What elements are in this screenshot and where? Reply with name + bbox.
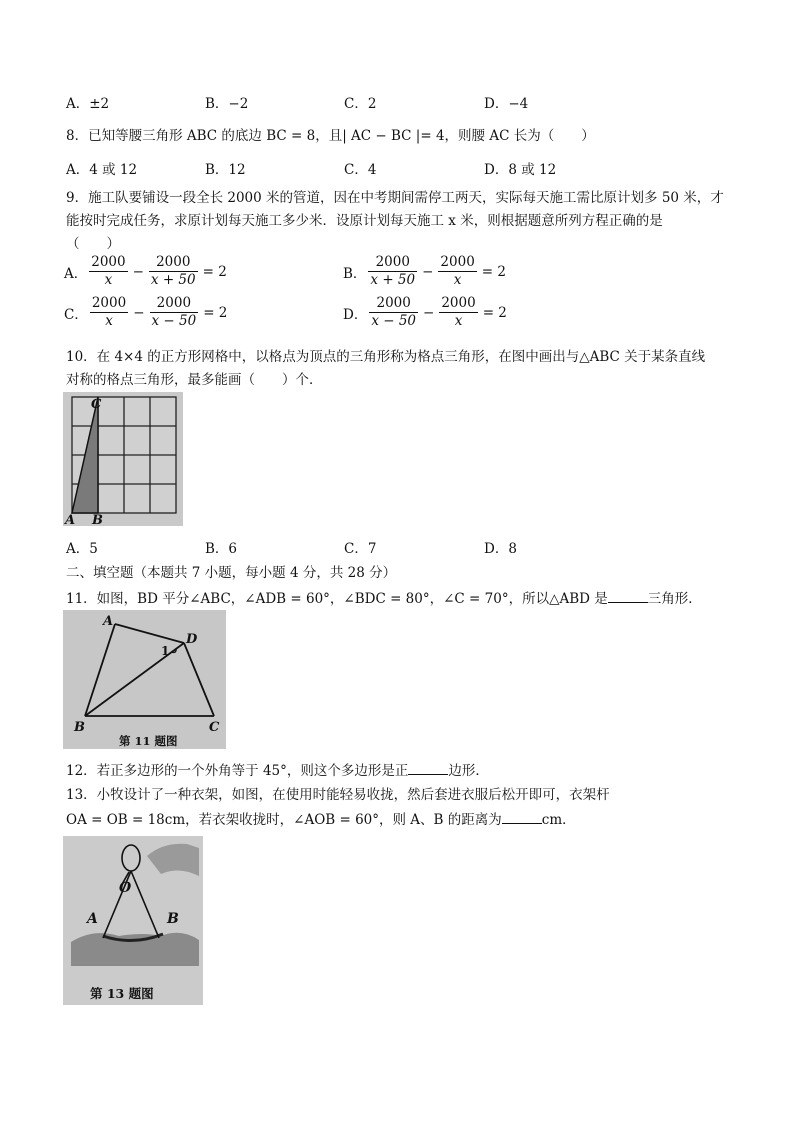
- numerator: 2000: [441, 295, 476, 311]
- figure-background: [63, 610, 226, 749]
- minus-sign: −: [132, 263, 144, 280]
- q9-line2: 能按时完成任务，求原计划每天施工多少米．设原计划每天施工 x 米，则根据题意所列方程正确的是: [66, 213, 663, 229]
- figure-caption: 第 13 题图: [90, 986, 154, 1001]
- label-d: D: [186, 632, 198, 647]
- q8-option-d: D．8 或 12: [484, 162, 557, 178]
- rhs: = 2: [481, 263, 506, 280]
- q12-text-suffix: 边形．: [448, 763, 489, 779]
- fraction: [90, 295, 128, 330]
- numerator: 2000: [369, 295, 418, 313]
- q9-paren: （ ）: [66, 236, 120, 252]
- fraction: [438, 254, 476, 289]
- denominator: x: [454, 313, 463, 329]
- q7-option-d: D．−4: [484, 96, 529, 112]
- rhs: = 2: [202, 263, 227, 280]
- q11-text-main: 11．如图，BD 平分∠ABC，∠ADB = 60°，∠BDC = 80°，∠C = 70°，所以△ABD 是: [66, 591, 608, 607]
- minus-sign: −: [133, 304, 145, 321]
- q13-line2: [66, 808, 576, 828]
- q13-text-suffix: cm．: [541, 812, 576, 828]
- denominator: x: [105, 313, 113, 329]
- label-c: C: [209, 720, 220, 735]
- numerator: 2000: [368, 254, 417, 272]
- option-label: C．: [64, 306, 88, 323]
- label-c: C: [91, 397, 102, 412]
- label-a: A: [65, 513, 76, 526]
- q11-figure: [63, 610, 226, 749]
- q9-line1: 9．施工队要铺设一段全长 2000 米的管道，因在中考期间需停工两天，实际每天施工需比原计划多 50 米，才: [66, 190, 724, 206]
- q10-line1: 10．在 4×4 的正方形网格中，以格点为顶点的三角形称为格点三角形，在图中画出与△ABC 关于某条直线: [66, 349, 706, 365]
- garment-shape: [71, 933, 199, 966]
- denominator: x + 50: [370, 272, 416, 288]
- q7-option-c: C．2: [344, 96, 377, 112]
- q8-option-b: B．12: [205, 162, 246, 178]
- q12-text: [66, 759, 489, 779]
- q10-option-d: D．8: [484, 541, 517, 557]
- q8-option-c: C．4: [344, 162, 377, 178]
- rhs: = 2: [203, 304, 228, 321]
- label-b: B: [74, 720, 85, 735]
- q10-option-b: B．6: [205, 541, 238, 557]
- numerator: 2000: [91, 295, 127, 311]
- label-o: O: [119, 880, 132, 896]
- q13-line1: 13．小牧设计了一种衣架，如图，在使用时能轻易收拢，然后套进衣服后松开即可，衣架杆: [66, 787, 610, 803]
- rhs: = 2: [482, 304, 507, 321]
- label-1: 1: [161, 644, 170, 658]
- numerator: 2000: [440, 254, 475, 270]
- denominator: x − 50: [371, 313, 417, 329]
- q12-text-main: 12．若正多边形的一个外角等于 45°，则这个多边形是正: [66, 763, 409, 779]
- denominator: x − 50: [151, 313, 197, 329]
- fraction: [368, 254, 417, 289]
- label-b: B: [167, 911, 179, 927]
- q10-grid-figure: [63, 392, 183, 526]
- figure-caption: 第 11 题图: [119, 734, 178, 748]
- q10-option-a: A．5: [66, 541, 98, 557]
- q13-text-main: OA = OB = 18cm，若衣架收拢时，∠AOB = 60°，则 A、B 的距离为: [66, 812, 502, 828]
- q9-option-a: [64, 254, 230, 289]
- numerator: 2000: [91, 254, 126, 270]
- q8-text: 8．已知等腰三角形 ABC 的底边 BC = 8，且| AC − BC |= 4，则腰 AC 长为（ ）: [66, 128, 595, 144]
- q11-text: [66, 587, 702, 607]
- answer-blank: [408, 762, 448, 775]
- minus-sign: −: [422, 263, 434, 280]
- numerator: 2000: [150, 295, 199, 313]
- q9-option-b: [343, 254, 509, 289]
- fraction: [150, 295, 199, 330]
- answer-blank: [608, 590, 648, 603]
- section-heading: 二、填空题（本题共 7 小题，每小题 4 分，共 28 分）: [66, 565, 397, 581]
- answer-blank: [502, 811, 542, 824]
- fraction: [89, 254, 127, 289]
- q7-option-b: B．−2: [205, 96, 249, 112]
- option-label: A．: [64, 265, 88, 282]
- denominator: x: [453, 272, 462, 288]
- label-b: B: [92, 513, 103, 526]
- q8-option-a: A．4 或 12: [66, 162, 138, 178]
- fraction: [149, 254, 198, 289]
- label-a: A: [87, 911, 98, 927]
- denominator: x + 50: [150, 272, 196, 288]
- label-a: A: [103, 614, 114, 629]
- q9-option-d: [343, 295, 510, 330]
- denominator: x: [104, 272, 113, 288]
- q13-hanger-figure: [63, 836, 203, 1005]
- fraction: [369, 295, 418, 330]
- option-label: B．: [343, 265, 367, 282]
- q9-option-c: [64, 295, 230, 330]
- minus-sign: −: [423, 304, 435, 321]
- q7-option-a: A．±2: [66, 96, 110, 112]
- numerator: 2000: [149, 254, 198, 272]
- q11-text-suffix: 三角形．: [647, 591, 702, 607]
- q10-option-c: C．7: [344, 541, 377, 557]
- option-label: D．: [343, 306, 368, 323]
- fraction: [439, 295, 477, 330]
- q10-line2: 对称的格点三角形，最多能画（ ）个．: [66, 372, 323, 388]
